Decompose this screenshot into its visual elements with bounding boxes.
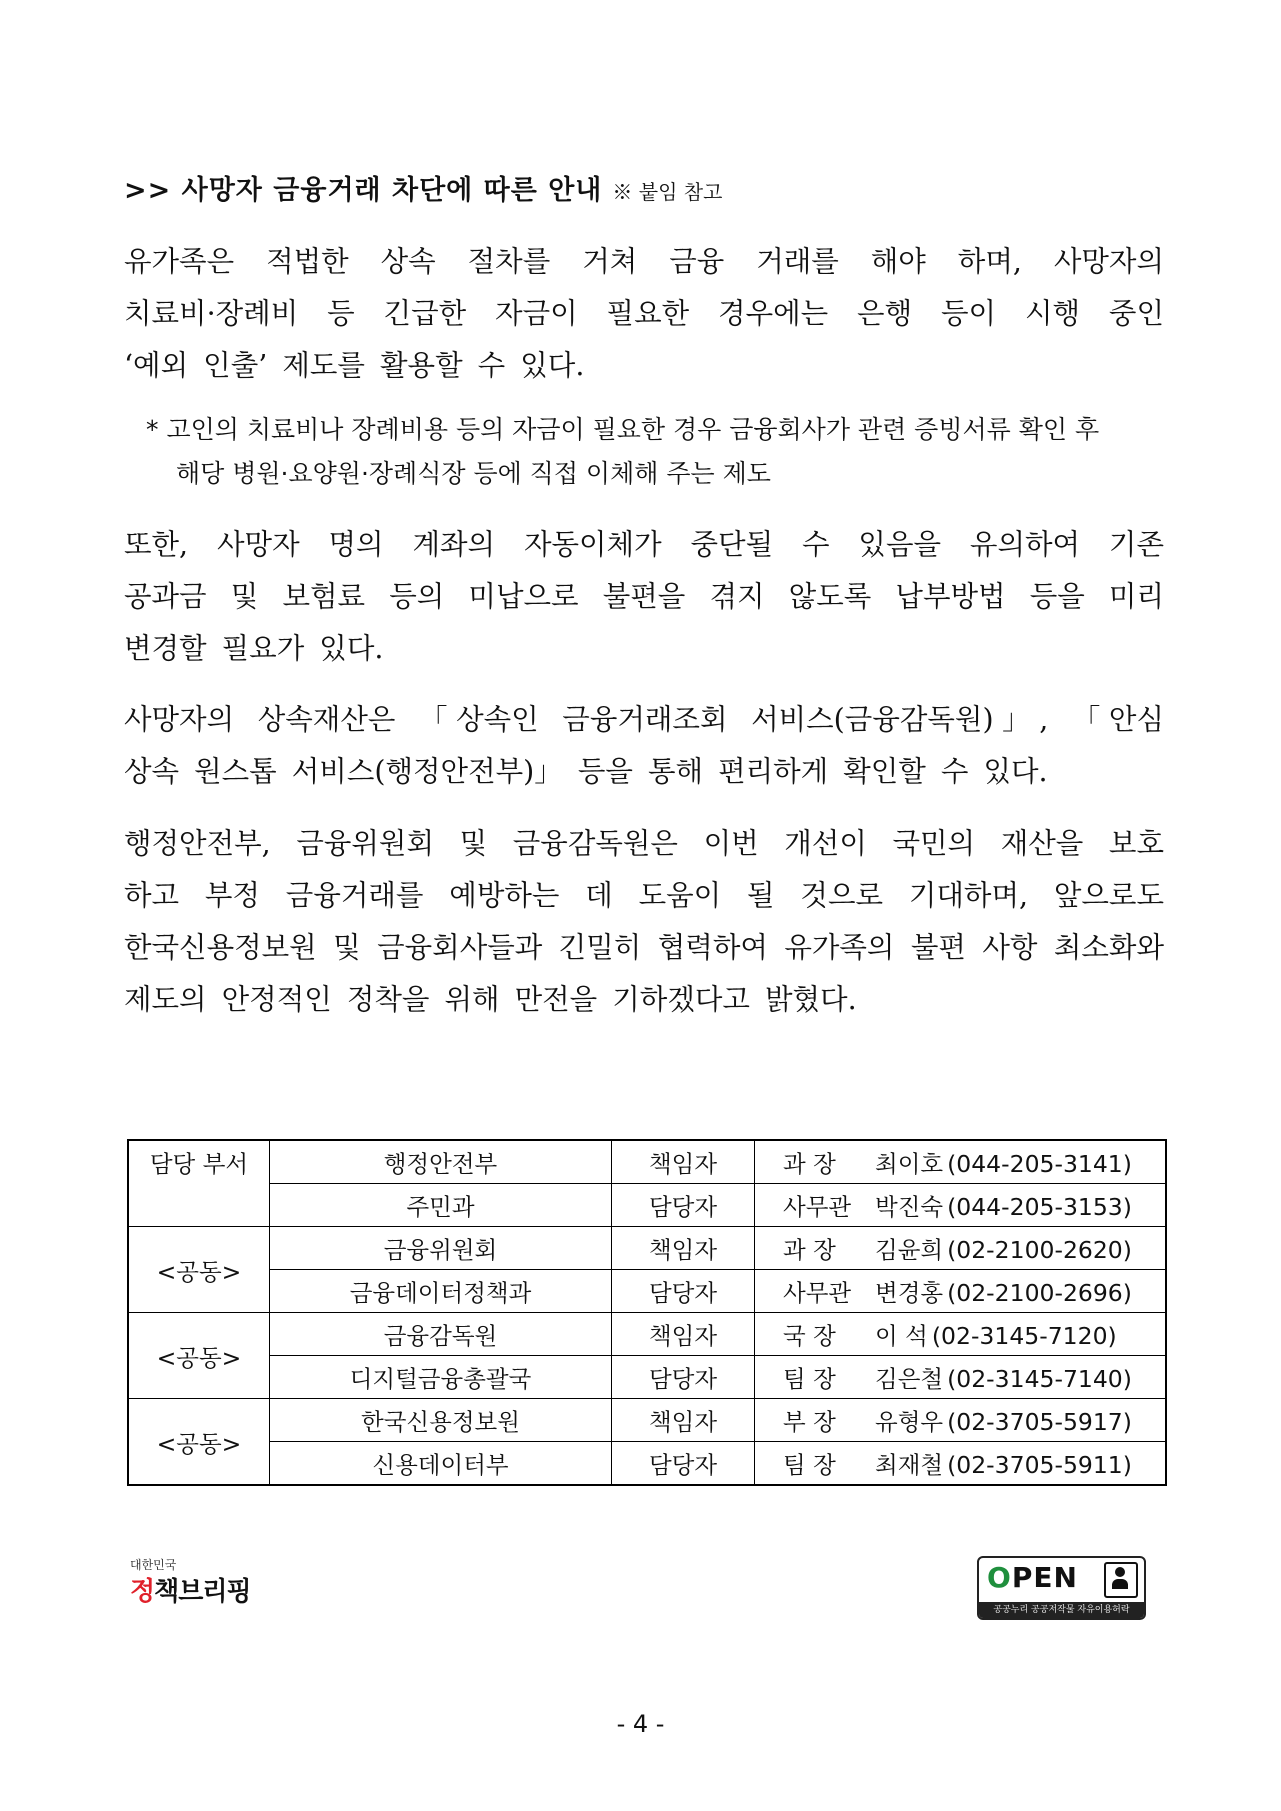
person-name: 변경홍 bbox=[875, 1279, 944, 1307]
paragraph-line: 행정안전부, 금융위원회 및 금융감독원은 이번 개선이 국민의 재산을 보호 bbox=[124, 827, 1164, 860]
person-cell bbox=[755, 1356, 1167, 1399]
org-cell: 금융감독원 bbox=[270, 1313, 612, 1356]
role-cell: 책임자 bbox=[612, 1313, 755, 1356]
paragraph-line: 공과금 및 보험료 등의 미납으로 불편을 겪지 않도록 납부방법 등을 미리 bbox=[124, 580, 1164, 613]
policy-briefing-logo bbox=[130, 1556, 260, 1608]
table-row bbox=[128, 1184, 1166, 1227]
contacts-table bbox=[127, 1139, 1167, 1486]
page-number: - 4 - bbox=[616, 1710, 665, 1738]
footnote bbox=[146, 408, 1166, 496]
person-name: 김윤희 bbox=[875, 1236, 944, 1264]
person-cell bbox=[755, 1313, 1167, 1356]
person-name: 최이호 bbox=[875, 1150, 944, 1178]
paragraph-line: 제도의 안정적인 정착을 위해 만전을 기하겠다고 밝혔다. bbox=[124, 983, 857, 1016]
person-phone: (02-3145-7120) bbox=[931, 1322, 1117, 1350]
paragraph-line: 상속 원스톱 서비스(행정안전부)」 등을 통해 편리하게 확인할 수 있다. bbox=[124, 755, 1048, 788]
person-name: 김은철 bbox=[875, 1365, 944, 1393]
person-name: 박진숙 bbox=[875, 1193, 944, 1221]
role-cell: 책임자 bbox=[612, 1399, 755, 1442]
role-cell: 담당자 bbox=[612, 1184, 755, 1227]
paragraph-line: 또한, 사망자 명의 계좌의 자동이체가 중단될 수 있음을 유의하여 기존 bbox=[124, 528, 1164, 561]
open-rest: PEN bbox=[1011, 1561, 1078, 1594]
person-title: 팀 장 bbox=[783, 1365, 836, 1393]
paragraph-inheritance bbox=[124, 694, 1164, 798]
logo-rest-text: 책브리핑 bbox=[154, 1577, 251, 1607]
person-phone: (044-205-3153) bbox=[947, 1193, 1132, 1221]
person-cell bbox=[755, 1140, 1167, 1184]
org-cell: 금융데이터정책과 bbox=[270, 1270, 612, 1313]
org-cell: 주민과 bbox=[270, 1184, 612, 1227]
person-title: 국 장 bbox=[783, 1322, 836, 1350]
paragraph-line: 유가족은 적법한 상속 절차를 거쳐 금융 거래를 해야 하며, 사망자의 bbox=[124, 245, 1164, 278]
joint-label-cell: <공동> bbox=[128, 1227, 270, 1313]
table-row bbox=[128, 1140, 1166, 1184]
person-name: 유형우 bbox=[875, 1408, 944, 1436]
person-cell bbox=[755, 1442, 1167, 1486]
person-name: 이 석 bbox=[875, 1322, 928, 1350]
person-cell bbox=[755, 1399, 1167, 1442]
person-title: 부 장 bbox=[783, 1408, 836, 1436]
role-cell: 담당자 bbox=[612, 1356, 755, 1399]
org-cell: 한국신용정보원 bbox=[270, 1399, 612, 1442]
open-wordmark bbox=[987, 1561, 1078, 1594]
table-row bbox=[128, 1313, 1166, 1356]
paragraph-closing bbox=[124, 818, 1164, 1026]
role-cell: 책임자 bbox=[612, 1227, 755, 1270]
org-cell: 신용데이터부 bbox=[270, 1442, 612, 1486]
paragraph-line: 하고 부정 금융거래를 예방하는 데 도움이 될 것으로 기대하며, 앞으로도 bbox=[124, 879, 1164, 912]
paragraph-line: 치료비·장례비 등 긴급한 자금이 필요한 경우에는 은행 등이 시행 중인 bbox=[124, 297, 1164, 330]
org-cell: 금융위원회 bbox=[270, 1227, 612, 1270]
person-title: 과 장 bbox=[783, 1236, 836, 1264]
person-title: 팀 장 bbox=[783, 1451, 836, 1479]
person-phone: (02-2100-2620) bbox=[947, 1236, 1132, 1264]
person-phone: (044-205-3141) bbox=[947, 1150, 1132, 1178]
role-cell: 담당자 bbox=[612, 1442, 755, 1486]
table-row bbox=[128, 1356, 1166, 1399]
person-body-shape bbox=[1112, 1579, 1128, 1589]
person-title: 사무관 bbox=[783, 1279, 852, 1307]
role-cell: 책임자 bbox=[612, 1140, 755, 1184]
logo-big-text bbox=[130, 1571, 260, 1608]
paragraph-line: ‘예외 인출’ 제도를 활용할 수 있다. bbox=[124, 349, 585, 382]
table-row bbox=[128, 1399, 1166, 1442]
footnote-line: 해당 병원·요양원·장례식장 등에 직접 이체해 주는 제도 bbox=[176, 459, 771, 488]
footnote-line: * 고인의 치료비나 장례비용 등의 자금이 필요한 경우 금융회사가 관련 증빙서류 확인 후 bbox=[146, 415, 1100, 444]
person-title: 사무관 bbox=[783, 1193, 852, 1221]
person-phone: (02-2100-2696) bbox=[947, 1279, 1132, 1307]
joint-label-cell: <공동> bbox=[128, 1313, 270, 1399]
paragraph-line: 변경할 필요가 있다. bbox=[124, 632, 384, 665]
license-strip: 공공누리 공공저작물 자유이용허락 bbox=[979, 1602, 1144, 1618]
person-title: 과 장 bbox=[783, 1150, 836, 1178]
open-license-badge bbox=[977, 1556, 1146, 1620]
section-heading bbox=[124, 168, 722, 207]
table-row bbox=[128, 1442, 1166, 1486]
org-cell: 행정안전부 bbox=[270, 1140, 612, 1184]
person-cell bbox=[755, 1270, 1167, 1313]
paragraph-withdrawal bbox=[124, 236, 1164, 392]
joint-label-cell: <공동> bbox=[128, 1399, 270, 1486]
person-attribution-icon bbox=[1104, 1562, 1138, 1598]
dept-header-cell: 담당 부서 bbox=[128, 1140, 270, 1227]
heading-text: >> 사망자 금융거래 차단에 따른 안내 bbox=[124, 175, 603, 206]
logo-small-text: 대한민국 bbox=[130, 1558, 177, 1572]
person-name: 최재철 bbox=[875, 1451, 944, 1479]
org-cell: 디지털금융총괄국 bbox=[270, 1356, 612, 1399]
logo-red-char: 정 bbox=[130, 1577, 155, 1607]
heading-note: ※ 붙임 참고 bbox=[612, 180, 723, 204]
role-cell: 담당자 bbox=[612, 1270, 755, 1313]
paragraph-line: 사망자의 상속재산은 「상속인 금융거래조회 서비스(금융감독원)」, 「안심 bbox=[124, 703, 1164, 736]
person-phone: (02-3705-5911) bbox=[947, 1451, 1132, 1479]
open-o: O bbox=[987, 1561, 1012, 1594]
person-phone: (02-3705-5917) bbox=[947, 1408, 1132, 1436]
person-cell bbox=[755, 1184, 1167, 1227]
person-cell bbox=[755, 1227, 1167, 1270]
person-phone: (02-3145-7140) bbox=[947, 1365, 1132, 1393]
paragraph-line: 한국신용정보원 및 금융회사들과 긴밀히 협력하여 유가족의 불편 사항 최소화와 bbox=[124, 931, 1164, 964]
table-row bbox=[128, 1270, 1166, 1313]
table-row bbox=[128, 1227, 1166, 1270]
person-head-shape bbox=[1115, 1567, 1125, 1577]
paragraph-autopay bbox=[124, 519, 1164, 675]
